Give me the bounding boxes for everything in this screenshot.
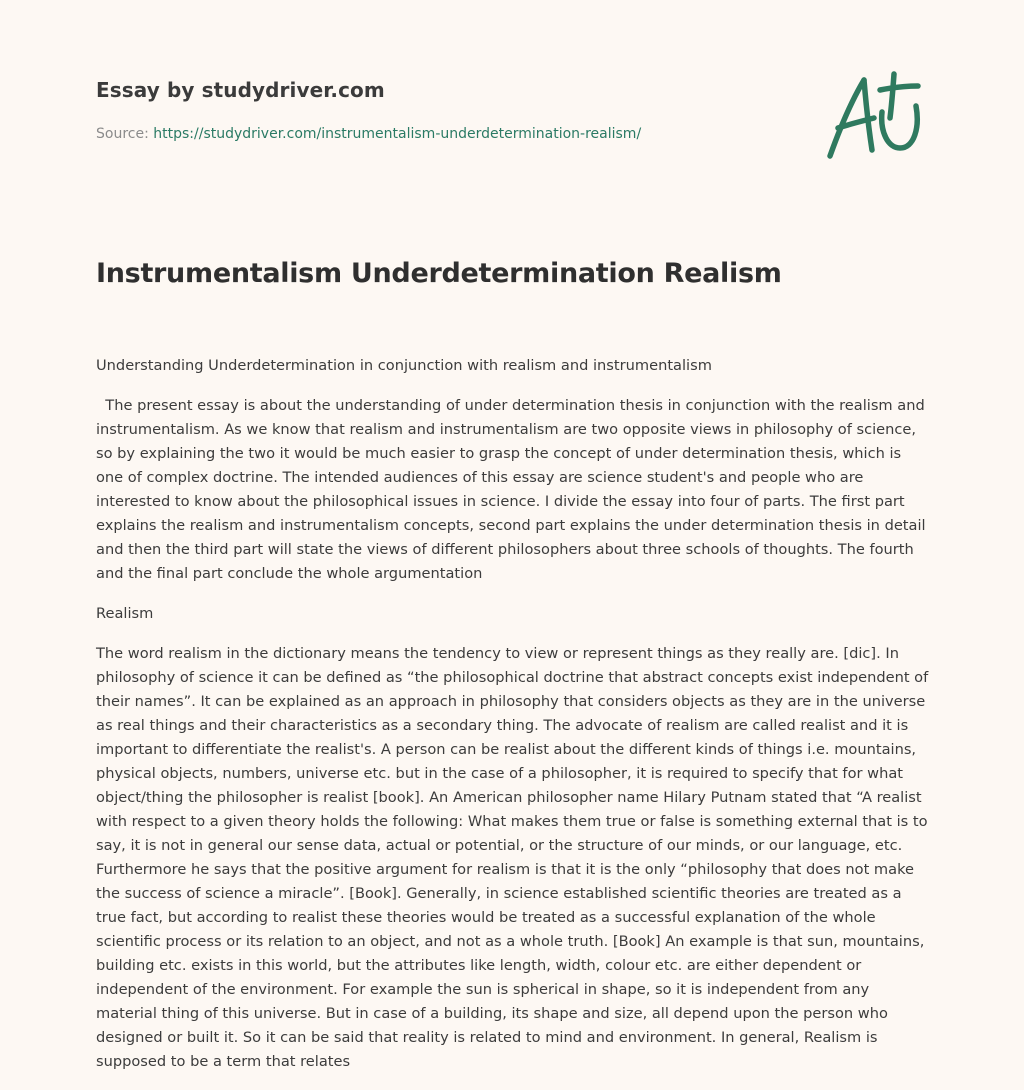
document-title: Instrumentalism Underdetermination Realism [96, 258, 782, 289]
essay-subtitle: Understanding Underdetermination in conjunction with realism and instrumentalism [96, 357, 712, 374]
a-plus-logo-icon [822, 66, 932, 166]
source-line [96, 124, 816, 144]
section-heading-realism: Realism [96, 605, 154, 622]
essay-header [96, 76, 816, 144]
source-label: Source: [96, 126, 149, 142]
intro-paragraph: The present essay is about the understanding of under determination thesis in conjunction with the realism and instrumentalism. As we know that realism and instrumentalism are two opposite views in philosophy of science, so by explaining the two it would be much easier to grasp the concept of under determination thesis, which is one of complex doctrine. The intended audiences of this essay are science student's and people who are interested to know about the philosophical issues in science. I divide the essay into four of parts. The first part explains the realism and instrumentalism concepts, second part explains the under determination thesis in detail and then the third part will state the views of different philosophers about three schools of thoughts. The fourth and the final part conclude the whole argumentation [96, 397, 931, 582]
realism-paragraph: The word realism in the dictionary means the tendency to view or represent things as they really are. [dic]. In philosophy of science it can be defined as “the philosophical doctrine that abstract concepts exist independent of their names”. It can be explained as an approach in philosophy that considers objects as they are in the universe as real things and their characteristics as a secondary thing. The advocate of realism are called realist and it is important to differentiate the realist's. A person can be realist about the different kinds of things i.e. mountains, physical objects, numbers, universe etc. but in the case of a philosopher, it is required to specify that for what object/thing the philosopher is realist [book]. An American philosopher name Hilary Putnam stated that “A realist with respect to a given theory holds the following: What makes them true or false is something external that is to say, it is not in general our sense data, actual or potential, or the structure of our minds, or our language, etc. Furthermore he says that the positive argument for realism is that it is the only “philosophy that does not make the success of science a miracle”. [Book]. Generally, in science established scientific theories are treated as a true fact, but according to realist these theories would be treated as a successful explanation of the whole scientific process or its relation to an object, and not as a whole truth. [Book] An example is that sun, mountains, building etc. exists in this world, but the attributes like length, width, colour etc. are either dependent or independent of the environment. For example the sun is spherical in shape, so it is independent from any material thing of this universe. But in case of a building, its shape and size, all depend upon the person who designed or built it. So it can be said that reality is related to mind and environment. In general, Realism is supposed to be a term that relates [96, 645, 929, 1070]
source-link[interactable]: https://studydriver.com/instrumentalism-underdetermination-realism/ [153, 126, 642, 142]
site-title: Essay by studydriver.com [96, 78, 385, 102]
essay-content [96, 354, 932, 1090]
